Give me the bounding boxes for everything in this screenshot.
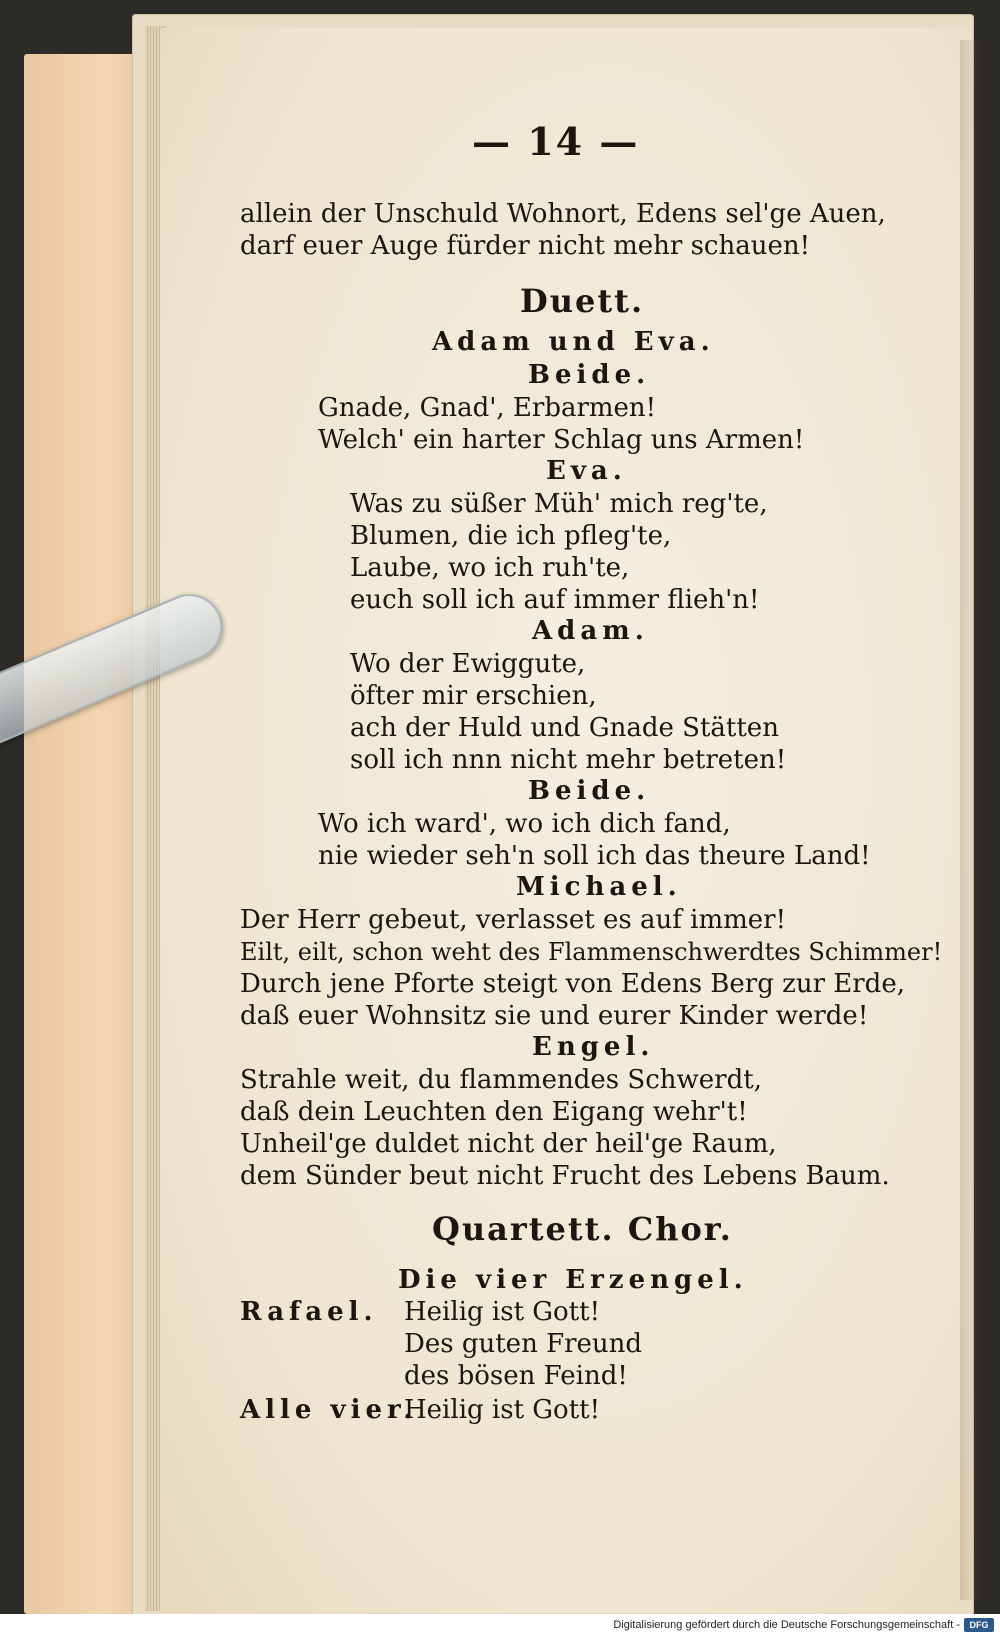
text-line: Laube, wo ich ruh'te, (350, 553, 630, 583)
text-line: Eilt, eilt, schon weht des Flammenschwerdtes Schimmer! (240, 938, 943, 966)
text-line: Strahle weit, du flammendes Schwerdt, (240, 1065, 762, 1095)
text-line: Des guten Freund (404, 1329, 643, 1359)
text-line: Unheil'ge duldet nicht der heil'ge Raum, (240, 1129, 777, 1159)
text-line: Heilig ist Gott! (404, 1395, 601, 1425)
text-line: daß euer Wohnsitz sie und eurer Kinder werde! (240, 1001, 869, 1031)
text-line: darf euer Auge fürder nicht mehr schauen! (240, 231, 811, 261)
text-line: Durch jene Pforte steigt von Edens Berg zur Erde, (240, 969, 905, 999)
text-line: Welch' ein harter Schlag uns Armen! (318, 425, 805, 455)
speaker-engel: Engel. (532, 1032, 655, 1062)
text-line: ach der Huld und Gnade Stätten (350, 713, 779, 743)
text-line: des bösen Feind! (404, 1361, 628, 1391)
section-heading-quartett: Quartett. Chor. (432, 1210, 733, 1248)
text-line: Blumen, die ich pfleg'te, (350, 521, 672, 551)
speaker-rafael: Rafael. (240, 1297, 378, 1327)
text-line: euch soll ich auf immer flieh'n! (350, 585, 760, 615)
text-line: Wo der Ewiggute, (350, 649, 586, 679)
speaker-beide: Beide. (528, 776, 651, 806)
speaker-beide: Beide. (528, 360, 651, 390)
dfg-logo-icon: DFG (964, 1618, 994, 1632)
text-line: Wo ich ward', wo ich dich fand, (318, 809, 731, 839)
text-line: dem Sünder beut nicht Frucht des Lebens Baum. (240, 1161, 890, 1191)
speaker-michael: Michael. (516, 872, 682, 902)
text-line: soll ich nnn nicht mehr betreten! (350, 745, 787, 775)
speaker-adam-und-eva: Adam und Eva. (432, 327, 715, 357)
text-line: Der Herr gebeut, verlasset es auf immer! (240, 905, 787, 935)
text-line: Gnade, Gnad', Erbarmen! (318, 393, 657, 423)
section-heading-duett: Duett. (520, 282, 645, 320)
text-line: öfter mir erschien, (350, 681, 597, 711)
spine-shadow (960, 40, 982, 1600)
text-line: nie wieder seh'n soll ich das theure Land! (318, 841, 871, 871)
text-line: daß dein Leuchten den Eigang wehr't! (240, 1097, 748, 1127)
page-number: — 14 — (472, 119, 640, 164)
speaker-eva: Eva. (546, 456, 627, 486)
text-line: allein der Unschuld Wohnort, Edens sel'ge Auen, (240, 199, 886, 229)
text-line: Heilig ist Gott! (404, 1297, 601, 1327)
speaker-alle-vier: Alle vier. (240, 1395, 418, 1425)
footer-credit: Digitalisierung gefördert durch die Deutsche Forschungsgemeinschaft - (613, 1619, 960, 1631)
text-line: Was zu süßer Müh' mich reg'te, (350, 489, 768, 519)
speaker-erzengel: Die vier Erzengel. (398, 1265, 748, 1295)
speaker-adam: Adam. (532, 616, 649, 646)
